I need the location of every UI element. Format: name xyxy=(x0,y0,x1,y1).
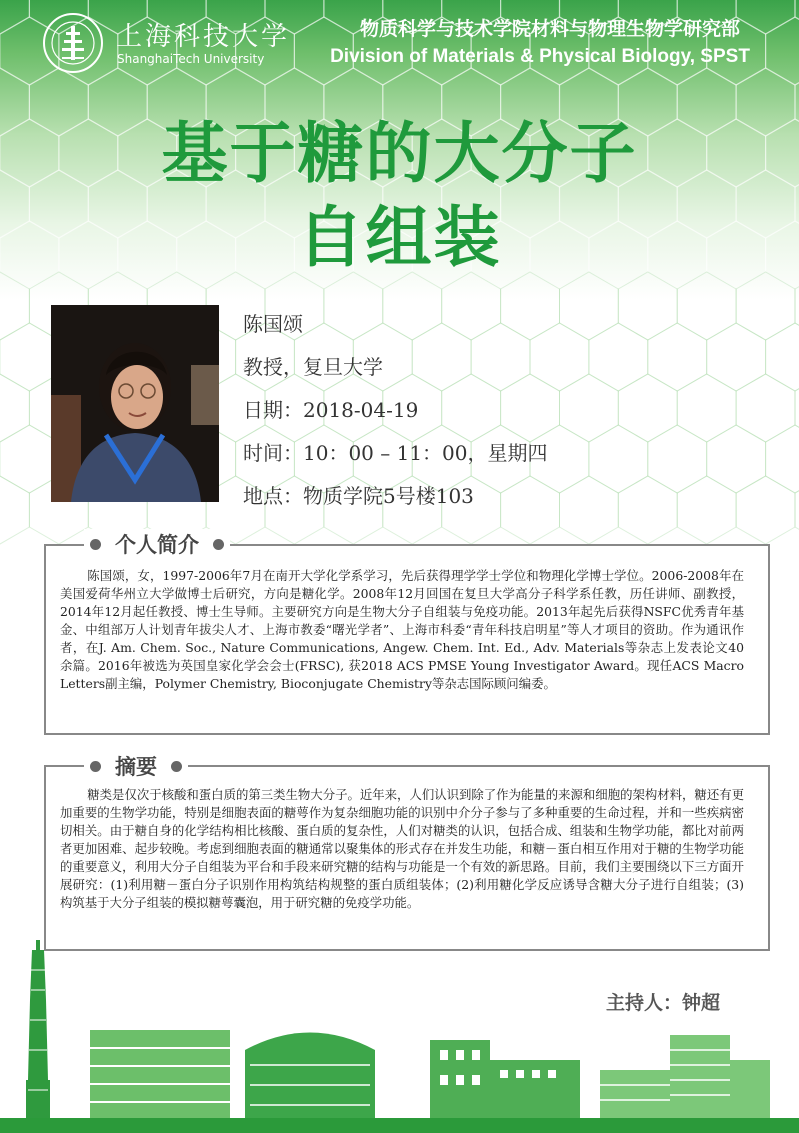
hexagon-shape xyxy=(736,476,795,544)
bio-title: 个人简介 xyxy=(115,533,199,557)
hexagon-shape xyxy=(736,272,795,340)
hexagon-shape xyxy=(795,476,799,544)
hexagon-shape xyxy=(618,476,677,544)
title-line-1: 基于糖的大分子 xyxy=(161,115,638,192)
hexagon-shape xyxy=(795,374,799,442)
hexagon-shape xyxy=(707,323,766,391)
hexagon-shape xyxy=(795,272,799,340)
bio-text xyxy=(60,567,744,693)
talk-date: 日期：2018-04-19 xyxy=(243,398,419,422)
hexagon-shape xyxy=(736,374,795,442)
bullet-dot-icon xyxy=(171,761,182,772)
department-name-en: Division of Materials & Physical Biology, SPST xyxy=(330,46,750,67)
abstract-paragraph: 糖类是仅次于核酸和蛋白质的第三类生物大分子。近年来，人们认识到除了作为能量的来源和细胞的架构材料，糖还有更加重要的生物学功能，特别是细胞表面的糖萼作为复杂细胞功能的识别中介分子参与了多种重要的生命过程，并和一些疾病密切相关。由于糖自身的化学结构相比核酸、蛋白质的复杂性，人们对糖类的认识，包括合成、组装和生物学功能，都比对前两者更加困难、起步较晚。考虑到细胞表面的糖通常以聚集体的形式存在并发生功能，和糖－蛋白相互作用对于糖的生物学功能的重要意义，利用大分子自组装为平台和手段来研究糖的结构与功能是一个有效的新思路。目前，我们主要围绕以下三方面开展研究：(1)利用糖－蛋白分子识别作用构筑结构规整的蛋白质组装体；(2)利用糖化学反应诱导含糖大分子进行自组装；(3)构筑基于大分子组装的模拟糖萼囊泡，用于研究糖的免疫学功能。 xyxy=(60,787,744,910)
hexagon-shape xyxy=(766,323,799,391)
talk-location: 地点：物质学院5号楼103 xyxy=(243,484,474,508)
host-name: 主持人：钟超 xyxy=(606,992,721,1014)
bullet-dot-icon xyxy=(90,761,101,772)
hexagon-shape xyxy=(560,272,619,340)
campus-skyline-illustration xyxy=(0,940,799,1133)
hexagon-shape xyxy=(766,425,799,493)
speaker-photo xyxy=(51,305,219,502)
hexagon-shape xyxy=(648,323,707,391)
talk-time: 时间：10：00 – 11：00，星期四 xyxy=(243,441,548,465)
department-name-cn: 物质科学与技术学院材料与物理生物学研究部 xyxy=(359,18,740,40)
hexagon-shape xyxy=(618,272,677,340)
bio-heading xyxy=(84,529,230,559)
hexagon-shape xyxy=(0,0,29,34)
speaker-position: 教授，复旦大学 xyxy=(243,355,383,379)
hexagon-shape xyxy=(677,476,736,544)
speaker-name: 陈国颂 xyxy=(243,312,303,336)
hexagon-shape xyxy=(560,374,619,442)
bio-paragraph: 陈国颂，女，1997-2006年7月在南开大学化学系学习，先后获得理学学士学位和物理化学博士学位。2006-2008年在美国爱荷华州立大学做博士后研究，方向是糖化学。2008年12月回国在复旦大学高分子科学系任教，历任讲师、副教授，2014年12月起任教授、博士生导师。主要研究方向是生物大分子自组装与免疫功能。2013年起先后获得NSFC优秀青年基金、中组部万人计划青年拔尖人才、上海市教委“曙光学者”、上海市科委“青年科技启明星”等人才项目的资助。作为通讯作者，在J. Am. Chem. Soc., Nature Communications, Angew. Chem. Int. Ed., Adv. Materials等杂志上发表论文40余篇。2016年被选为英国皇家化学会会士(FRSC), 获2018 ACS PMSE Young Investigator Award。现任ACS Macro Letters副主编，Polymer Chemistry, Bioconjugate Chemistry等杂志国际顾问编委。 xyxy=(60,568,744,691)
bullet-dot-icon xyxy=(213,539,224,550)
hexagon-shape xyxy=(589,323,648,391)
hexagon-shape xyxy=(677,272,736,340)
abstract-heading xyxy=(84,751,188,781)
university-name-en: ShanghaiTech University xyxy=(117,52,265,66)
hexagon-shape xyxy=(677,374,736,442)
poster-title xyxy=(0,112,799,280)
hexagon-shape xyxy=(560,476,619,544)
hexagon-shape xyxy=(0,476,29,544)
university-name-cn: 上海科技大学 xyxy=(116,22,291,52)
shanghaitech-logo xyxy=(42,12,104,74)
speaker-info xyxy=(243,308,548,523)
hexagon-shape xyxy=(618,374,677,442)
hexagon-shape xyxy=(589,425,648,493)
hexagon-shape xyxy=(648,425,707,493)
hexagon-shape xyxy=(0,272,29,340)
bullet-dot-icon xyxy=(90,539,101,550)
title-line-2: 自组装 xyxy=(297,199,502,276)
abstract-text xyxy=(60,786,744,912)
abstract-title: 摘要 xyxy=(115,755,157,779)
hexagon-shape xyxy=(707,425,766,493)
hexagon-shape xyxy=(0,374,29,442)
